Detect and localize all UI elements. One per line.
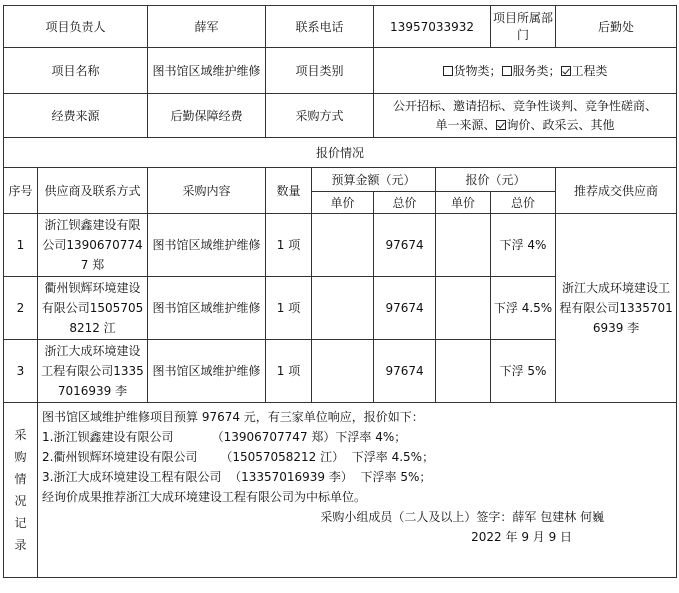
engineering-label: 工程类 [571,63,608,78]
col-supplier-header: 供应商及联系方式 [38,168,148,214]
row-budget-total: 97674 [374,277,436,340]
row-budget-unit [312,277,374,340]
quote-title: 报价情况 [4,138,677,168]
row-supplier: 衢州钡辉环境建设有限公司15057058212 江 [38,277,148,340]
row-project-name [4,48,677,94]
row-manager [4,6,677,48]
record-signature: 采购小组成员（二人及以上）签字：薛军 包建林 何巍 [320,510,605,524]
row-supplier: 浙江大成环境建设工程有限公司13357016939 李 [38,340,148,403]
col-content-header: 采购内容 [148,168,266,214]
goods-label: 货物类； [453,63,502,78]
row-qty: 1 项 [266,340,312,403]
record-line: 2.衢州钡辉环境建设有限公司 （15057058212 江） 下浮率 4.5%； [42,450,435,464]
record-line: 经询价成果推荐浙江大成环境建设工程有限公司为中标单位。 [42,490,367,504]
col-no-header: 序号 [4,168,38,214]
budget-unit-header: 单价 [312,192,374,214]
fund-label: 经费来源 [4,94,148,138]
row-content: 图书馆区域维护维修 [148,214,266,277]
row-budget-unit [312,214,374,277]
row-qty: 1 项 [266,277,312,340]
recommended-supplier: 浙江大成环境建设工程有限公司13357016939 李 [556,214,677,403]
col-qty-header: 数量 [266,168,312,214]
project-name-label: 项目名称 [4,48,148,94]
row-content: 图书馆区域维护维修 [148,340,266,403]
method-line2 [376,116,674,135]
price-total-header: 总价 [491,192,556,214]
method-label: 采购方式 [266,94,374,138]
col-budget-header: 预算金额（元） [312,168,436,192]
row-quote-header [4,168,677,192]
phone-label: 联系电话 [266,6,374,48]
row-fund [4,94,677,138]
project-manager-value: 薛军 [148,6,266,48]
method-line1: 公开招标、邀请招标、竞争性谈判、竞争性磋商、 [393,98,658,113]
row-price-total: 下浮 5% [491,340,556,403]
project-name-value: 图书馆区域维护维修 [148,48,266,94]
row-price-unit [436,340,491,403]
record-line: 3.浙江大成环境建设工程有限公司 （13357016939 李） 下浮率 5%； [42,470,432,484]
method-options [374,94,677,138]
row-supplier: 浙江钡鑫建设有限公司13906707747 郑 [38,214,148,277]
row-price-total: 下浮 4.5% [491,277,556,340]
record-label [4,403,38,578]
service-checkbox[interactable] [502,66,512,76]
row-price-total: 下浮 4% [491,214,556,277]
dept-value: 后勤处 [556,6,677,48]
method-inquiry: 询价、 [506,117,543,132]
row-no: 1 [4,214,38,277]
row-no: 3 [4,340,38,403]
row-price-unit [436,277,491,340]
record-label-text: 采购情况记录 [14,428,27,552]
project-manager-label: 项目负责人 [4,6,148,48]
record-body [38,403,677,578]
record-line: 图书馆区域维护维修项目预算 97674 元，有三家单位响应，报价如下： [42,410,424,424]
price-unit-header: 单价 [436,192,491,214]
row-quote-title [4,138,677,168]
row-no: 2 [4,277,38,340]
service-label: 服务类； [512,63,561,78]
fund-value: 后勤保障经费 [148,94,266,138]
budget-total-header: 总价 [374,192,436,214]
row-budget-total: 97674 [374,214,436,277]
record-date: 2022 年 9 月 9 日 [471,530,573,544]
method-others: 政采云、其他 [542,117,615,132]
row-qty: 1 项 [266,214,312,277]
dept-label: 项目所属部门 [491,6,556,48]
record-line: 1.浙江钡鑫建设有限公司 （13906707747 郑）下浮率 4%； [42,430,407,444]
method-single-source: 单一来源、 [435,117,496,132]
category-label: 项目类别 [266,48,374,94]
phone-value: 13957033932 [374,6,491,48]
row-price-unit [436,214,491,277]
row-budget-unit [312,340,374,403]
procurement-form [3,5,677,578]
row-content: 图书馆区域维护维修 [148,277,266,340]
engineering-checkbox[interactable] [561,66,571,76]
row-record [4,403,677,578]
col-recommend-header: 推荐成交供应商 [556,168,677,214]
category-options [374,48,677,94]
inquiry-checkbox[interactable] [496,120,506,130]
col-price-header: 报价（元） [436,168,556,192]
goods-checkbox[interactable] [443,66,453,76]
table-row [4,214,677,277]
row-budget-total: 97674 [374,340,436,403]
